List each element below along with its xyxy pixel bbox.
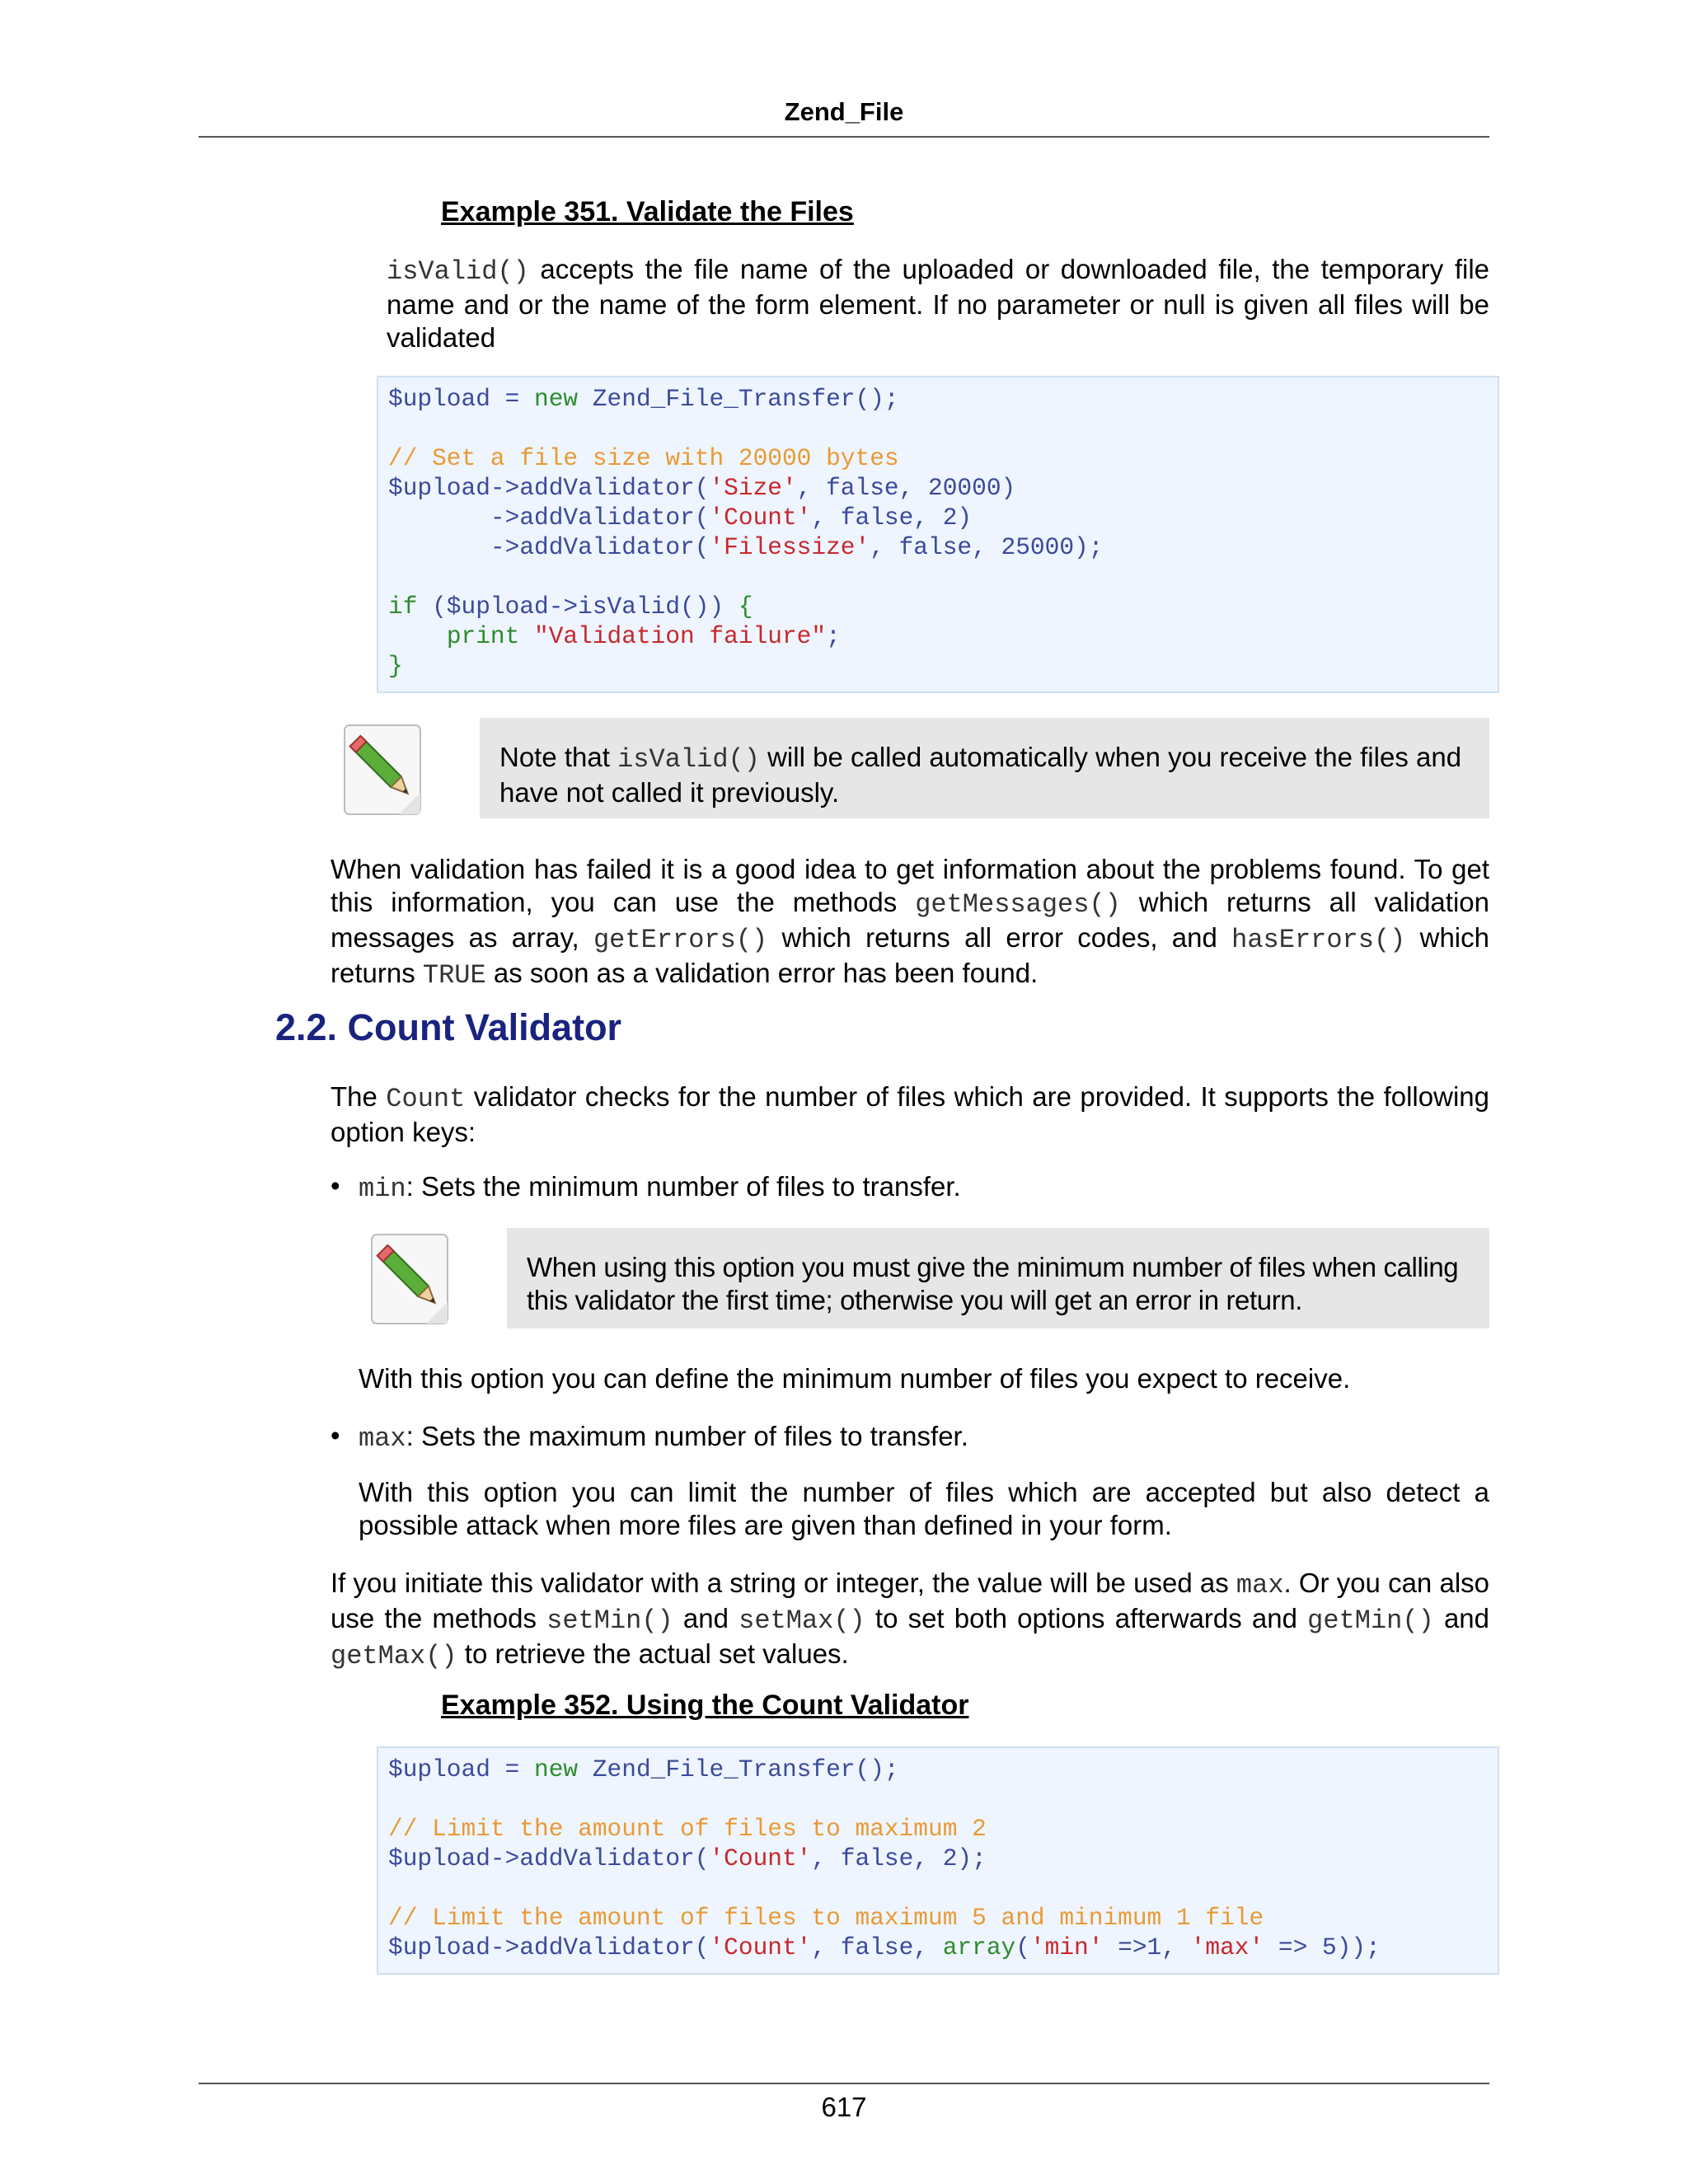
inline-code: Count (386, 1084, 466, 1114)
code-token: 'Count' (709, 1844, 812, 1872)
code-line (388, 503, 1488, 532)
note-box-min-option (507, 1228, 1489, 1329)
inline-code: TRUE (422, 960, 486, 991)
code-token: 'Size' (709, 474, 797, 502)
code-token: $upload (388, 1933, 490, 1961)
code-token: print (446, 622, 520, 650)
code-token: 'Filessize' (709, 533, 870, 561)
code-token: 'Count' (709, 504, 812, 532)
code-token: , false, 2) (811, 504, 973, 532)
text-run: and (673, 1603, 739, 1633)
text-run: as soon as a validation error has been found. (485, 958, 1039, 988)
note-text-min-option (527, 1251, 1475, 1317)
text-run: and (1433, 1603, 1489, 1633)
code-line (388, 1933, 1488, 1962)
code-token: Zend_File_Transfer(); (578, 385, 899, 413)
code-line (388, 1873, 1488, 1903)
inline-code: min (359, 1174, 406, 1204)
inline-code: setMax() (738, 1605, 865, 1636)
code-token: // Limit the amount of files to maximum 2 (388, 1815, 987, 1843)
inline-code: max (359, 1423, 406, 1454)
code-token: ; (826, 622, 841, 650)
text-run: which returns all validation messages as array, (331, 887, 1489, 953)
pencil-note-icon (338, 722, 429, 821)
code-token: new (534, 1755, 579, 1783)
section-heading-count-validator: 2.2. Count Validator (275, 1006, 622, 1048)
code-line (388, 473, 1488, 503)
code-token (519, 622, 534, 650)
text-run: With this option you can limit the number of files which are accepted but also detect a possible attack when more files are given than defined in your form. (359, 1477, 1489, 1540)
bullet-max-text (359, 1420, 1489, 1455)
example-352-title: Example 352. Using the Count Validator (441, 1690, 969, 1721)
code-token: ->addValidator( (490, 1844, 710, 1872)
code-line (388, 1784, 1488, 1814)
paragraph-init-validator (331, 1567, 1489, 1673)
text-run: accepts the file name of the uploaded or downloaded file, the temporary file name and or the name of the form element. If no parameter or null is given all files will be validated (387, 254, 1489, 353)
code-token: ->addValidator( (490, 1933, 710, 1961)
code-token: , false, 2); (811, 1844, 987, 1872)
code-token: array (942, 1933, 1016, 1961)
code-line (388, 562, 1488, 592)
header-rule (199, 136, 1489, 138)
code-token: } (388, 652, 403, 680)
code-token: $upload (388, 1844, 490, 1872)
inline-code: getMax() (331, 1641, 457, 1671)
text-run: to set both options afterwards and (865, 1603, 1308, 1633)
code-line (388, 621, 1488, 651)
example-351-description (387, 253, 1489, 354)
note-text-isvalid (499, 741, 1472, 809)
code-token: = (490, 1755, 535, 1783)
code-line (388, 1844, 1488, 1873)
code-token (388, 622, 447, 650)
footer-rule (199, 2083, 1489, 2084)
code-token: ->addValidator( (388, 533, 710, 561)
paragraph-max-option (359, 1476, 1489, 1542)
text-run: When using this option you must give the minimum number of files when calling this validator the first time; otherwise you will get an error in return. (527, 1252, 1459, 1315)
text-run: When validation has failed it is a good idea to get information about the problems found. To get this information, you can use the methods (331, 854, 1489, 917)
paragraph-count-intro (331, 1080, 1489, 1149)
text-run: to retrieve the actual set values. (457, 1638, 849, 1669)
code-token: ( (1015, 1933, 1030, 1961)
bullet-marker-min: • (331, 1170, 340, 1201)
code-token: $upload (388, 474, 490, 502)
bullet-marker-max: • (331, 1420, 340, 1451)
code-line (388, 1755, 1488, 1784)
code-token: if (388, 593, 418, 621)
code-line (388, 1814, 1488, 1844)
code-line (388, 443, 1488, 473)
inline-code: getErrors() (593, 925, 768, 955)
note-box-isvalid (480, 718, 1489, 818)
text-run: Note that (499, 742, 618, 772)
page-number: 617 (821, 2092, 867, 2122)
code-token: false (826, 474, 899, 502)
code-token: new (534, 385, 579, 413)
code-token: ($upload->isValid()) (417, 593, 738, 621)
code-token: ->addValidator( (388, 504, 710, 532)
text-run: The (331, 1081, 387, 1112)
code-block-count-validator (377, 1746, 1499, 1975)
code-token: "Validation failure" (534, 622, 827, 650)
code-token: , false, (811, 1933, 943, 1961)
inline-code: setMin() (546, 1605, 673, 1636)
code-token: =>1, (1103, 1933, 1191, 1961)
code-token: , (796, 474, 827, 502)
code-line (388, 532, 1488, 562)
code-token: 'min' (1029, 1933, 1104, 1961)
code-block-validate-files (377, 376, 1499, 693)
bullet-min-text (359, 1170, 1489, 1206)
example-351-title: Example 351. Validate the Files (441, 196, 854, 227)
code-token: $upload (388, 1755, 490, 1783)
code-line (388, 1903, 1488, 1933)
text-run: which returns (331, 922, 1489, 988)
code-token: = (490, 385, 535, 413)
text-run: validator checks for the number of files which are provided. It supports the following option keys: (331, 1081, 1489, 1147)
code-line (388, 651, 1488, 681)
code-token: ->addValidator( (490, 474, 710, 502)
code-token: , 20000) (898, 474, 1016, 502)
text-run: If you initiate this validator with a string or integer, the value will be used as (331, 1568, 1236, 1598)
text-run: which returns all error codes, and (767, 922, 1232, 953)
code-line (388, 384, 1488, 414)
text-run: : Sets the minimum number of files to transfer. (406, 1171, 961, 1202)
code-token: , false, 25000); (870, 533, 1104, 561)
pencil-note-icon (365, 1231, 456, 1330)
paragraph-min-option (359, 1362, 1489, 1395)
code-token: // Set a file size with 20000 bytes (388, 444, 899, 472)
code-line (388, 592, 1488, 621)
text-run: : Sets the maximum number of files to transfer. (406, 1421, 968, 1451)
text-run: will be called automatically when you receive the files and have not called it previously. (499, 742, 1462, 808)
inline-code: getMin() (1307, 1605, 1434, 1636)
text-run: . Or you can also use the methods (331, 1568, 1490, 1633)
inline-code: hasErrors() (1231, 925, 1406, 955)
code-token: 'Count' (709, 1933, 812, 1961)
code-token: 'max' (1190, 1933, 1264, 1961)
code-line (388, 414, 1488, 443)
code-token: // Limit the amount of files to maximum 5 and minimum 1 file (388, 1904, 1264, 1932)
inline-code: isValid() (617, 744, 760, 775)
code-token: { (738, 593, 753, 621)
code-token: => 5)); (1264, 1933, 1381, 1961)
code-token: $upload (388, 385, 490, 413)
text-run: With this option you can define the minimum number of files you expect to receive. (359, 1363, 1351, 1394)
inline-code: getMessages() (915, 889, 1121, 920)
code-token: Zend_File_Transfer(); (578, 1755, 899, 1783)
inline-code: isValid() (387, 256, 529, 287)
paragraph-validation-info (331, 853, 1489, 992)
running-header: Zend_File (784, 97, 904, 126)
inline-code: max (1236, 1570, 1284, 1601)
